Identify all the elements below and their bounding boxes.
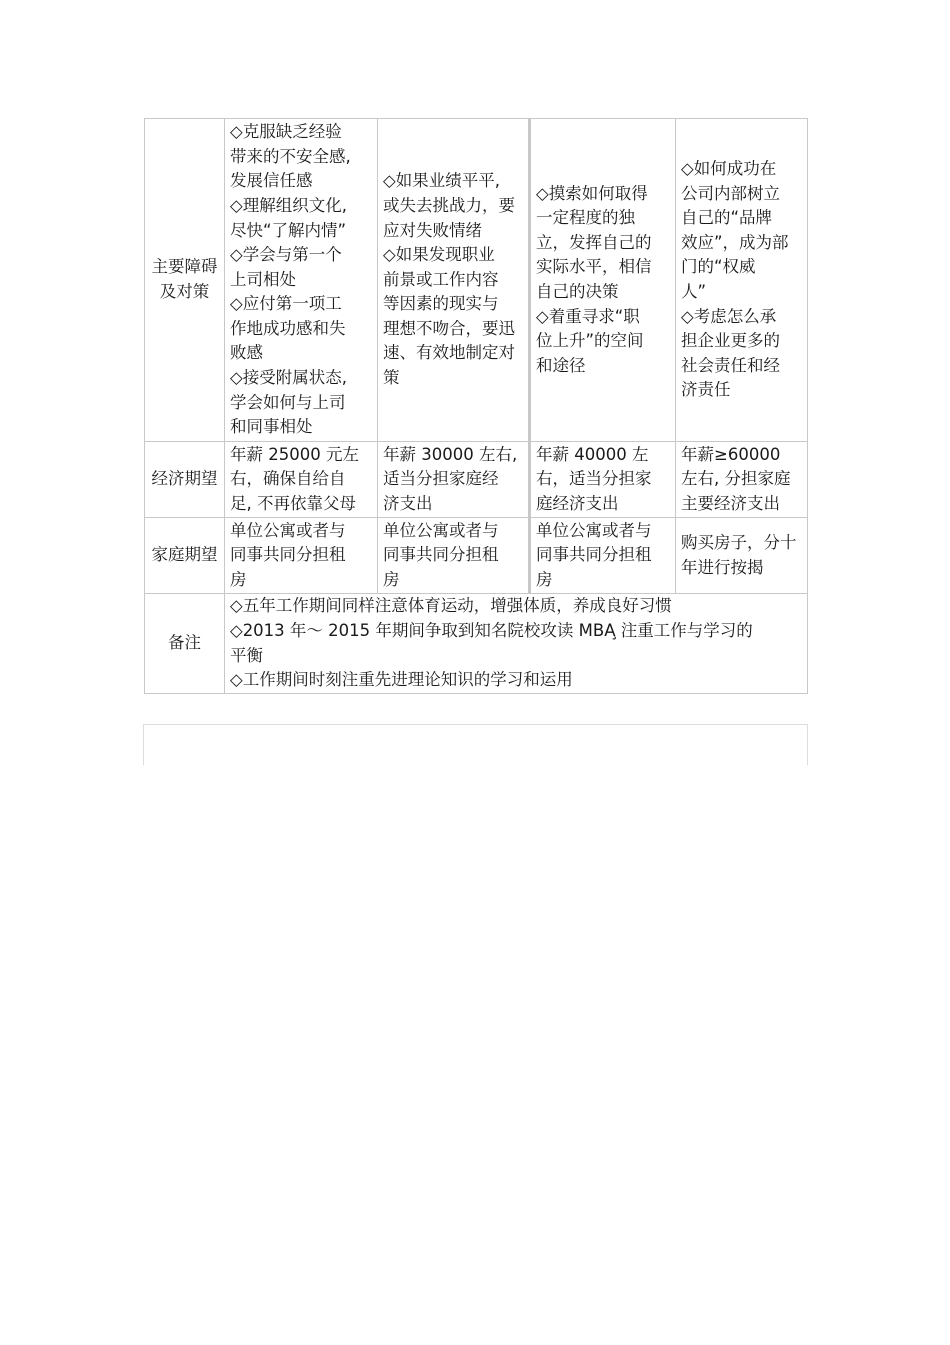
cell-line: 人” (681, 282, 707, 301)
cell-line: 策 (383, 368, 400, 388)
cell-line: 年薪 40000 左 (536, 444, 649, 464)
table-cell (530, 442, 676, 518)
cell-line: 尽快“了解内情” (230, 220, 347, 240)
remarks-line: ◇2013 年～ 2015 年期间争取到知名院校攻读 MBA̧ 注重工作与学习的 (230, 620, 753, 640)
row-remarks (145, 594, 808, 694)
remarks-line: ◇工作期间时刻注重先进理论知识的学习和运用 (230, 670, 573, 690)
cell-line: ◇如果业绩平平, (383, 171, 500, 191)
cell-line: ◇如何成功在 (681, 159, 777, 179)
cell-line: 和同事相处 (230, 417, 313, 437)
cell-line: 公司内部树立 (681, 183, 780, 203)
cell-line: 房 (383, 569, 400, 589)
cell-line: 效应”，成为部 (681, 232, 789, 252)
cell-line: 实际水平，相信 (536, 257, 652, 277)
cell-line: 学会如何与上司 (230, 392, 346, 412)
cell-line: 购买房子，分十 (681, 532, 797, 552)
cell-line: 理想不吻合，要迅 (383, 318, 515, 338)
cell-line: 作地成功感和失 (230, 318, 346, 338)
remarks-line: ◇五年工作期间同样注意体育运动，增强体质，养成良好习惯 (230, 596, 672, 616)
cell-line: 应对失败情绪 (383, 220, 482, 240)
cell-line: 等因素的现实与 (383, 294, 499, 314)
cell-line: 同事共同分担租 (383, 545, 499, 565)
table-cell (378, 442, 530, 518)
row-header (145, 442, 225, 518)
career-plan-table (144, 118, 808, 694)
table-cell (530, 518, 676, 594)
table-cell (225, 518, 378, 594)
remarks-line: 平衡 (230, 645, 263, 665)
cell-line: 年进行按揭 (681, 557, 764, 577)
cell-line: ◇理解组织文化, (230, 195, 347, 215)
table-cell (378, 518, 530, 594)
cell-line: 自己的决策 (536, 282, 619, 301)
row-family-expectation (145, 518, 808, 594)
cell-line: 济支出 (383, 493, 433, 513)
row-header-line: 及对策 (159, 282, 210, 301)
cell-line: 单位公寓或者与 (383, 520, 499, 540)
row-header (145, 594, 225, 694)
cell-line: 同事共同分担租 (536, 545, 652, 565)
cell-line: 一定程度的独 (536, 208, 635, 228)
cell-line: 同事共同分担租 (230, 545, 346, 565)
cell-line: 担企业更多的 (681, 331, 780, 351)
table-cell (676, 119, 808, 442)
cell-line: ◇接受附属状态, (230, 368, 347, 388)
cell-line: 发展信任感 (230, 171, 313, 191)
cell-line: 右，确保自给自 (230, 469, 346, 489)
row-economic-expectation (145, 442, 808, 518)
row-header (145, 518, 225, 594)
row-header-line: 主要障碍 (151, 257, 218, 277)
cell-line: 适当分担家庭经 (383, 469, 499, 489)
table-cell (676, 442, 808, 518)
row-header-line: 家庭期望 (151, 545, 218, 565)
cell-line: 社会责任和经 (681, 355, 780, 375)
cell-line: 庭经济支出 (536, 493, 619, 513)
cell-line: 上司相处 (230, 269, 296, 289)
cell-line: 房 (230, 569, 247, 589)
cell-line: 立，发挥自己的 (536, 232, 652, 252)
row-header-line: 备注 (168, 633, 201, 653)
cell-line: 和途径 (536, 355, 586, 375)
table-cell (530, 119, 676, 442)
row-header-line: 经济期望 (151, 469, 218, 489)
cell-line: 足, 不再依靠父母 (230, 493, 356, 513)
table-cell (225, 442, 378, 518)
cell-line: 济责任 (681, 380, 731, 400)
cell-line: 带来的不安全感, (230, 146, 351, 166)
next-table-frame (143, 724, 808, 765)
cell-line: 败感 (230, 343, 263, 363)
cell-line: 单位公寓或者与 (230, 520, 346, 540)
table-cell (676, 518, 808, 594)
cell-line: ◇应付第一项工 (230, 294, 342, 314)
remarks-cell (225, 594, 808, 694)
table-body (145, 119, 808, 694)
cell-line: 房 (536, 569, 553, 589)
cell-line: ◇摸索如何取得 (536, 183, 648, 203)
cell-line: 年薪 30000 左右, (383, 444, 518, 464)
cell-line: 位上升”的空间 (536, 331, 644, 351)
table-cell (378, 119, 530, 442)
cell-line: 左右, 分担家庭 (681, 469, 791, 489)
cell-line: ◇着重寻求“职 (536, 306, 640, 326)
cell-line: 自己的“品牌 (681, 208, 773, 228)
cell-line: 门的“权威 (681, 257, 756, 277)
cell-line: ◇克服缺乏经验 (230, 122, 342, 142)
cell-line: 前景或工作内容 (383, 269, 499, 289)
cell-line: ◇考虑怎么承 (681, 306, 777, 326)
cell-line: 速、有效地制定对 (383, 343, 515, 363)
cell-line: 年薪 25000 元左 (230, 444, 359, 464)
row-header (145, 119, 225, 442)
cell-line: 单位公寓或者与 (536, 520, 652, 540)
cell-line: ◇如果发现职业 (383, 245, 495, 265)
cell-line: ◇学会与第一个 (230, 245, 342, 265)
row-obstacles (145, 119, 808, 442)
cell-line: 或失去挑战力，要 (383, 195, 515, 215)
cell-line: 主要经济支出 (681, 493, 780, 513)
table-cell (225, 119, 378, 442)
cell-line: 右，适当分担家 (536, 469, 652, 489)
cell-line: 年薪≥60000 (681, 444, 781, 464)
